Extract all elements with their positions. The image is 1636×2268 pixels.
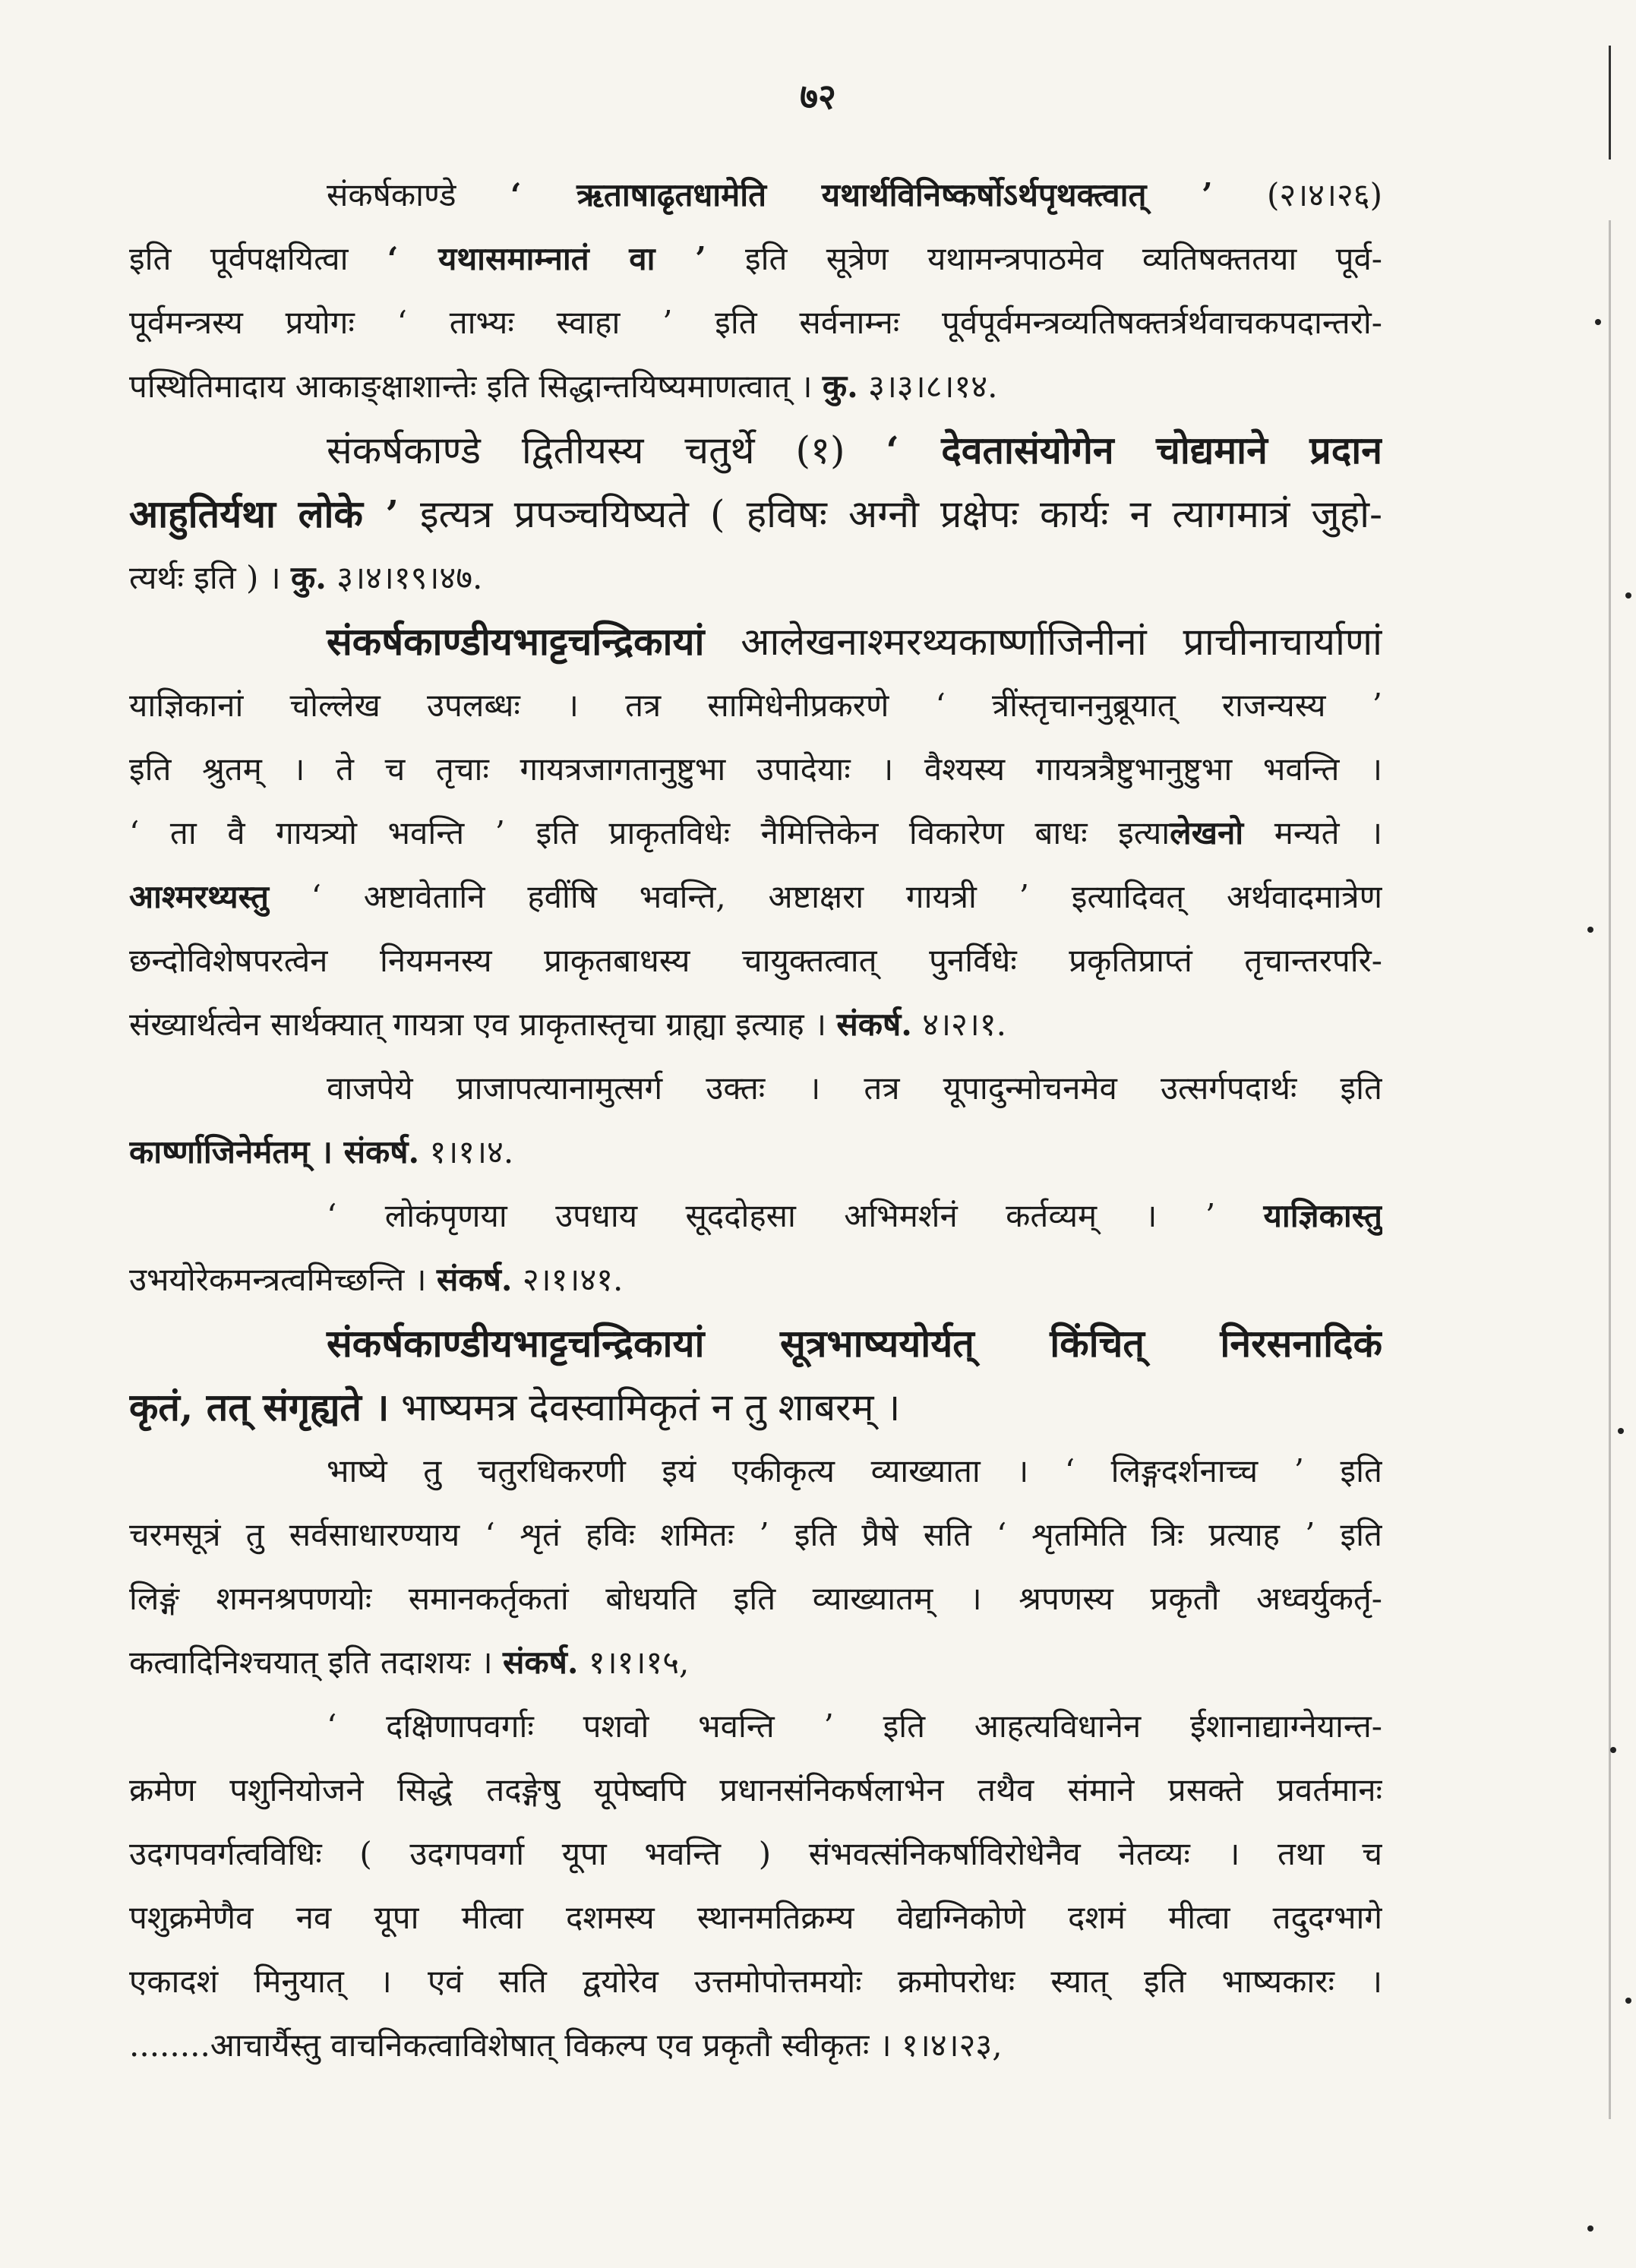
paragraph bbox=[129, 610, 1382, 1057]
text-segment: ‘ अष्टावेतानि हवींषि भवन्ति, अष्टाक्षरा गायत्री ’ इत्यादिवत् अर्थवादमात्रेण bbox=[268, 878, 1382, 915]
paragraph bbox=[129, 1312, 1382, 1439]
text-segment: वाजपेये प्राजापत्यानामुत्सर्ग उक्तः । तत्र यूपादुन्मोचनमेव उत्सर्गपदार्थः इति bbox=[327, 1069, 1382, 1107]
text-segment: ........आचार्यैस्तु वाचनिकत्वाविशेषात् विकल्प एव प्रकृतौ स्वीकृतः । १।४।२३, bbox=[129, 2026, 1003, 2064]
text-segment: इति पूर्वपक्षयित्वा bbox=[129, 240, 387, 277]
text-segment: याज्ञिकानां चोल्लेख उपलब्धः । तत्र सामिधेनीप्रकरणे ‘ त्रींस्तृचाननुब्रूयात् राजन्यस्य ’ bbox=[129, 687, 1382, 724]
text-segment: क्रमेण पशुनियोजने सिद्धे तदङ्गेषु यूपेष्वपि प्रधानसंनिकर्षलाभेन तथैव संमाने प्रसक्ते प्रवर्तमानः bbox=[129, 1771, 1382, 1808]
text-segment: छन्दोविशेषपरत्वेन नियमनस्य प्राकृतबाधस्य चायुक्तत्वात् पुनर्विधेः प्रकृतिप्राप्तं तृचान्तरपरि- bbox=[129, 942, 1382, 979]
text-line bbox=[129, 674, 1382, 738]
bold-text: लेखनो bbox=[1170, 814, 1244, 851]
text-segment: कत्वादिनिश्चयात् इति तदाशयः । bbox=[129, 1644, 503, 1681]
text-line bbox=[129, 865, 1382, 929]
text-segment: उदगपवर्गत्वविधिः ( उदगपवर्गा यूपा भवन्ति ) संभवत्संनिकर्षाविरोधेनैव नेतव्यः । तथा च bbox=[129, 1835, 1382, 1872]
text-line bbox=[129, 1567, 1382, 1631]
bold-text: कु. bbox=[291, 559, 327, 596]
bold-text: ‘ यथासमाम्नातं वा ’ bbox=[387, 240, 706, 277]
scan-speck bbox=[1625, 1998, 1631, 2004]
paragraph bbox=[129, 1439, 1382, 1695]
text-line bbox=[129, 291, 1382, 355]
scan-edge-mark bbox=[1609, 46, 1611, 160]
text-segment: १।१।४. bbox=[419, 1133, 514, 1170]
paragraph bbox=[129, 1184, 1382, 1312]
text-segment: मन्यते । bbox=[1243, 814, 1382, 851]
bold-text: संकर्षकाण्डीयभाट्टचन्द्रिकायां सूत्रभाष्ययोर्यत् किंचित् निरसनादिकं bbox=[327, 1321, 1382, 1366]
text-line bbox=[129, 227, 1382, 291]
text-segment: एकादशं मिनुयात् । एवं सति द्वयोरेव उत्तमोपोत्तमयोः क्रमोपरोधः स्यात् इति भाष्यकारः । bbox=[129, 1963, 1382, 2000]
text-segment: ३।४।१९।४७. bbox=[326, 559, 483, 596]
bold-text: याज्ञिकास्तु bbox=[1263, 1197, 1382, 1234]
text-segment: ४।२।१. bbox=[911, 1006, 1006, 1043]
text-line bbox=[129, 1312, 1382, 1376]
paragraph bbox=[129, 1057, 1382, 1184]
text-line bbox=[129, 801, 1382, 865]
text-segment: त्यर्थः इति ) । bbox=[129, 559, 292, 596]
text-segment: संख्यार्थत्वेन सार्थक्यात् गायत्रा एव प्राकृतास्तृचा ग्राह्या इत्याह । bbox=[129, 1006, 837, 1043]
text-line bbox=[129, 1758, 1382, 1822]
paragraph bbox=[129, 1695, 1382, 2077]
scan-speck bbox=[1587, 2225, 1593, 2232]
text-line bbox=[129, 1886, 1382, 1950]
text-segment: संकर्षकाण्डे द्वितीयस्य चतुर्थे (१) bbox=[327, 428, 886, 472]
text-line bbox=[129, 355, 1382, 419]
text-line bbox=[129, 738, 1382, 801]
text-segment: (२।४।२६) bbox=[1212, 176, 1382, 213]
text-segment: ३।३।८।१४. bbox=[857, 368, 998, 405]
text-line bbox=[129, 163, 1382, 227]
text-line bbox=[129, 1631, 1382, 1695]
text-line bbox=[129, 419, 1382, 482]
bold-text: संकर्षकाण्डीयभाट्टचन्द्रिकायां bbox=[327, 619, 705, 664]
text-segment: ‘ लोकंपृणया उपधाय सूददोहसा अभिमर्शनं कर्तव्यम् । ’ bbox=[327, 1197, 1264, 1234]
scan-speck bbox=[1595, 319, 1601, 325]
text-segment: पस्थितिमादाय आकाङ्क्षाशान्तेः इति सिद्धान्तयिष्यमाणत्वात् । bbox=[129, 368, 823, 405]
text-line bbox=[129, 546, 1382, 610]
text-segment: ‘ ता वै गायत्र्यो भवन्ति ’ इति प्राकृतविधेः नैमित्तिकेन विकारेण बाधः इत्या bbox=[129, 814, 1170, 851]
text-segment: इति श्रुतम् । ते च तृचाः गायत्रजागतानुष्टुभा उपादेयाः । वैश्यस्य गायत्रत्रैष्टुभानुष्टुभा भवन्ति । bbox=[129, 750, 1382, 788]
text-line bbox=[129, 1503, 1382, 1567]
bold-text: ‘ देवतासंयोगेन चोद्यमाने प्रदान bbox=[886, 428, 1382, 472]
scan-speck bbox=[1625, 592, 1631, 599]
bold-text: आश्मरथ्यस्तु bbox=[129, 878, 269, 915]
bold-text: कु. bbox=[822, 368, 858, 405]
scan-edge-shadow bbox=[1609, 220, 1611, 2119]
bold-text: ‘ ऋताषाढृतधामेति यथार्थविनिष्कर्षोऽर्थपृथक्त्वात् ’ bbox=[510, 176, 1213, 213]
text-line bbox=[129, 1822, 1382, 1886]
bold-text: संकर्ष. bbox=[836, 1006, 912, 1043]
text-line bbox=[129, 1120, 1382, 1184]
bold-text: संकर्ष. bbox=[436, 1261, 513, 1298]
text-segment: लिङ्गं शमनश्रपणयोः समानकर्तृकतां बोधयति इति व्याख्यातम् । श्रपणस्य प्रकृतौ अध्वर्युकर्तृ- bbox=[129, 1580, 1382, 1617]
text-segment: पशुक्रमेणैव नव यूपा मीत्वा दशमस्य स्थानमतिक्रम्य वेद्यग्निकोणे दशमं मीत्वा तदुदग्भागे bbox=[129, 1899, 1382, 1936]
text-segment: इति सूत्रेण यथामन्त्रपाठमेव व्यतिषक्ततया पूर्व- bbox=[706, 240, 1382, 277]
text-line bbox=[129, 1184, 1382, 1248]
bold-text: कार्ष्णाजिनेर्मतम् । संकर्ष. bbox=[129, 1133, 420, 1170]
paragraph bbox=[129, 419, 1382, 610]
text-segment: १।१।१५, bbox=[578, 1644, 690, 1681]
text-line bbox=[129, 993, 1382, 1057]
text-segment: इत्यत्र प्रपञ्चयिष्यते ( हविषः अग्नौ प्रक्षेपः कार्यः न त्यागमात्रं जुहो- bbox=[398, 492, 1382, 536]
paragraph bbox=[129, 163, 1382, 419]
text-segment: भाष्ये तु चतुरधिकरणी इयं एकीकृत्य व्याख्याता । ‘ लिङ्गदर्शनाच्च ’ इति bbox=[327, 1452, 1382, 1489]
text-line bbox=[129, 482, 1382, 546]
text-segment: उभयोरेकमन्त्रत्वमिच्छन्ति । bbox=[129, 1261, 437, 1298]
page-number: ७२ bbox=[800, 76, 836, 117]
text-segment: चरमसूत्रं तु सर्वसाधारण्याय ‘ शृतं हविः शमितः ’ इति प्रैषे सति ‘ शृतमिति त्रिः प्रत्याह ’ इति bbox=[129, 1516, 1382, 1553]
text-segment: संकर्षकाण्डे bbox=[327, 176, 510, 213]
text-line bbox=[129, 1057, 1382, 1120]
bold-text: कृतं, तत् संगृह्यते । bbox=[129, 1385, 390, 1429]
text-segment: भाष्यमत्र देवस्वामिकृतं न तु शाबरम् । bbox=[389, 1385, 901, 1429]
text-line bbox=[129, 1376, 1382, 1439]
text-line bbox=[129, 1439, 1382, 1503]
bold-text: आहुतिर्यथा लोके ’ bbox=[129, 491, 399, 536]
text-line bbox=[129, 1695, 1382, 1758]
page-body bbox=[129, 163, 1382, 2077]
text-segment: पूर्वमन्त्रस्य प्रयोगः ‘ ताभ्यः स्वाहा ’ इति सर्वनाम्नः पूर्वपूर्वमन्त्रव्यतिषक्तर्त्रर्थवाचकपदान्तरो- bbox=[129, 304, 1382, 341]
scan-speck bbox=[1587, 927, 1593, 933]
text-line bbox=[129, 610, 1382, 674]
bold-text: संकर्ष. bbox=[502, 1644, 579, 1681]
scan-speck bbox=[1610, 1747, 1616, 1753]
text-line bbox=[129, 929, 1382, 993]
text-line bbox=[129, 1950, 1382, 2014]
scan-speck bbox=[1618, 1428, 1624, 1434]
text-segment: आलेखनाश्मरथ्यकार्ष्णाजिनीनां प्राचीनाचार्याणां bbox=[704, 620, 1382, 664]
text-segment: ‘ दक्षिणापवर्गाः पशवो भवन्ति ’ इति आहत्यविधानेन ईशानाद्याग्नेयान्त- bbox=[327, 1707, 1382, 1745]
text-line bbox=[129, 2014, 1382, 2077]
text-line bbox=[129, 1248, 1382, 1312]
text-segment: २।१।४१. bbox=[512, 1261, 624, 1298]
